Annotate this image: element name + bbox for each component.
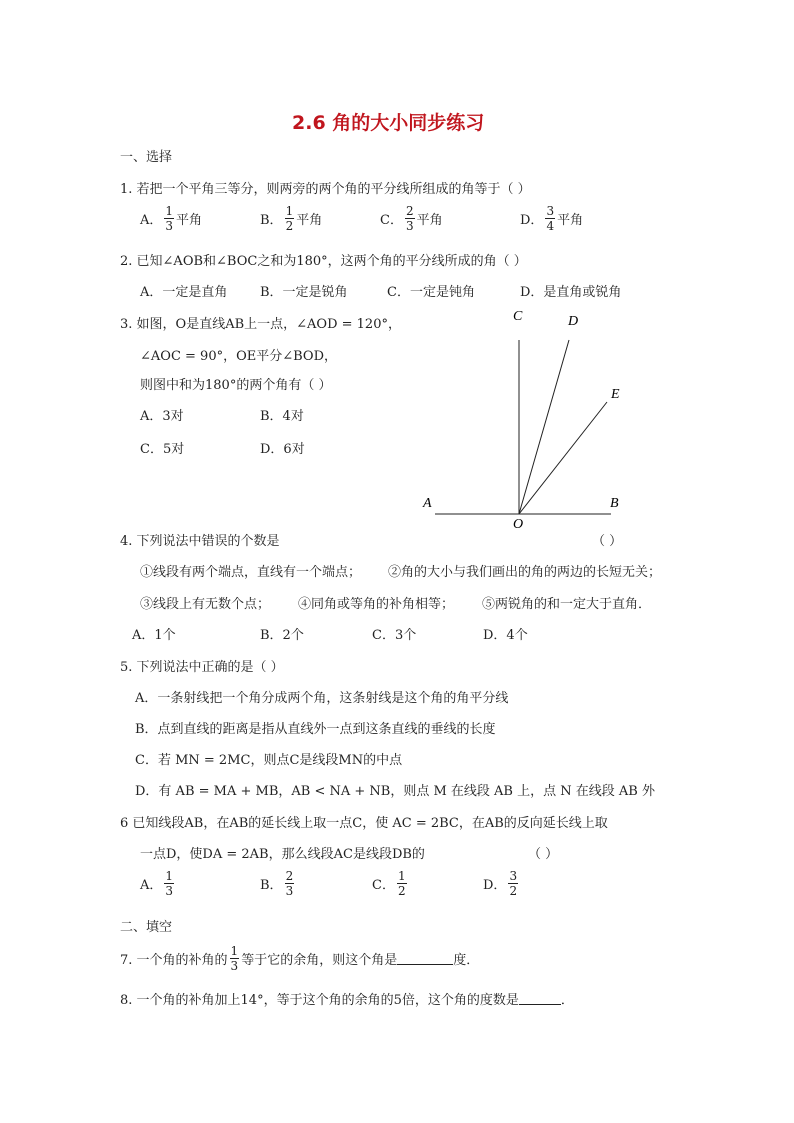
question-8: 8. 一个角的补角加上14°，等于这个角的余角的5倍，这个角的度数是 ．	[120, 993, 574, 1008]
question-2-stem: 2. 已知∠AOB和∠BOC之和为180°，这两个角的平分线所成的角（ ）	[120, 254, 527, 269]
question-1-stem: 1. 若把一个平角三等分，则两旁的两个角的平分线所组成的角等于（ ）	[120, 182, 531, 197]
q4-option-d: D．4个	[483, 628, 528, 643]
section-heading-fill: 二、填空	[120, 920, 173, 935]
ray-od	[519, 340, 569, 514]
q4-statement-3: ③线段上有无数个点；	[140, 597, 271, 612]
q2-option-d: D．是直角或锐角	[520, 285, 622, 300]
q5-option-a: A．一条射线把一个角分成两个角，这条射线是这个角的角平分线	[135, 691, 509, 706]
label-a: A	[423, 496, 432, 511]
q4-option-c: C．3个	[372, 628, 417, 643]
question-7: 7. 一个角的补角的 $\frac{1}{3}$ 等于它的余角，则这个角是 度．	[120, 944, 480, 973]
q3-option-c: C．5对	[140, 442, 185, 457]
q4-statement-4: ④同角或等角的补角相等；	[298, 597, 455, 612]
page-title: 2.6 角的大小同步练习	[292, 112, 485, 134]
question-3-line-1: 3. 如图，O是直线AB上一点，∠AOD = 120°，	[120, 317, 401, 332]
q1-option-d: D． $\frac{3}{4}$ 平角	[520, 204, 584, 233]
q1-option-b: B． $\frac{1}{2}$ 平角	[260, 204, 323, 233]
label-e: E	[611, 387, 620, 402]
q6-option-c: C． $\frac{1}{2}$	[372, 869, 406, 898]
q3-option-d: D．6对	[260, 442, 305, 457]
angle-figure	[415, 300, 625, 530]
q5-option-d: D．有 AB = MA + MB，AB < NA + NB，则点 M 在线段 AB 上，点 N 在线段 AB 外	[135, 784, 655, 799]
q2-option-a: A．一定是直角	[140, 285, 228, 300]
question-3-line-2: ∠AOC = 90°，OE平分∠BOD，	[140, 349, 337, 364]
q1-option-c: C． $\frac{2}{3}$ 平角	[380, 204, 443, 233]
q4-statement-5: ⑤两锐角的和一定大于直角．	[482, 597, 652, 612]
label-o: O	[513, 517, 524, 530]
q2-option-b: B．一定是锐角	[260, 285, 348, 300]
label-c: C	[513, 309, 523, 324]
question-6-paren: （ ）	[528, 847, 559, 862]
q6-option-b: B． $\frac{2}{3}$	[260, 869, 294, 898]
question-3-line-3: 则图中和为180°的两个角有（ ）	[140, 378, 332, 393]
q4-option-a: A．1个	[132, 628, 176, 643]
q6-option-a: A． $\frac{1}{3}$	[140, 869, 174, 898]
section-heading-choice: 一、选择	[120, 150, 173, 165]
q4-statement-1: ①线段有两个端点，直线有一个端点；	[140, 565, 362, 580]
question-4-stem: 4. 下列说法中错误的个数是	[120, 534, 280, 549]
ray-oe	[519, 402, 607, 514]
question-4-paren: （ ）	[592, 534, 623, 549]
q4-statement-2: ②角的大小与我们画出的角的两边的长短无关；	[388, 565, 662, 580]
label-b: B	[610, 496, 619, 511]
q7-answer-blank	[397, 952, 453, 965]
q6-option-d: D． $\frac{3}{2}$	[483, 869, 518, 898]
label-d: D	[568, 314, 579, 329]
question-5-stem: 5. 下列说法中正确的是（ ）	[120, 660, 284, 675]
q8-answer-blank	[519, 992, 561, 1005]
q5-option-b: B．点到直线的距离是指从直线外一点到这条直线的垂线的长度	[135, 722, 496, 737]
q3-option-b: B．4对	[260, 409, 304, 424]
q1-option-a: A． $\frac{1}{3}$ 平角	[140, 204, 203, 233]
q4-option-b: B．2个	[260, 628, 304, 643]
question-6-line-1: 6 已知线段AB，在AB的延长线上取一点C，使 AC = 2BC，在AB的反向延长线上取	[120, 816, 608, 831]
q2-option-c: C．一定是钝角	[387, 285, 475, 300]
q5-option-c: C．若 MN = 2MC，则点C是线段MN的中点	[135, 753, 403, 768]
q3-option-a: A．3对	[140, 409, 184, 424]
question-6-line-2: 一点D，使DA = 2AB，那么线段AC是线段DB的	[140, 847, 425, 862]
